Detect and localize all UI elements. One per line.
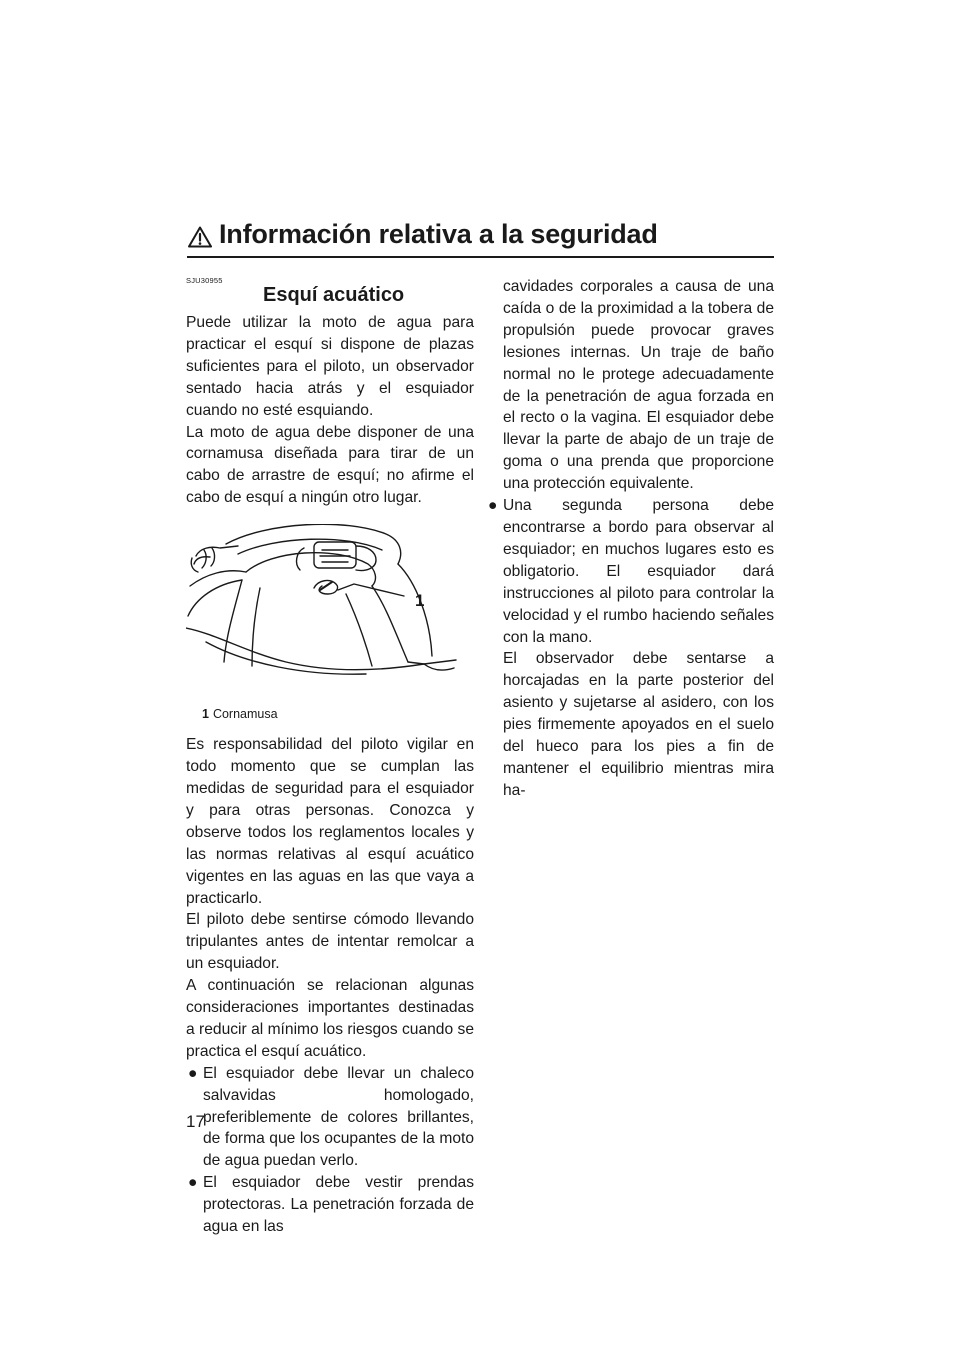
list-item-text: El esquiador debe llevar un chaleco salvavidas homologado, preferiblemente de colores brillantes, de forma que los ocupantes de la moto de agua puedan verlo. [203,1064,474,1170]
warning-triangle-icon [188,226,212,248]
caption-text: Cornamusa [212,707,278,722]
cornamusa-figure [186,524,474,702]
paragraph: cavidades corporales a causa de una caída o de la proximidad a la tobera de propulsión puede provocar graves lesiones internas. Un traje de baño normal no le protege adecuadamente de la penetración de agua forzada en el recto o la vagina. El esquiador debe llevar la parte de abajo de un traje de goma o una prenda que proporcione una protección equivalente. [503,278,774,493]
page-header [187,219,774,258]
safety-list [186,1063,474,1238]
bullet-icon: ● [188,1064,198,1082]
bullet-icon: ● [188,1174,198,1192]
right-column [486,276,774,802]
page-title: Información relativa a la seguridad [219,219,658,249]
paragraph: El observador debe sentarse a horcajadas en la parte posterior del asiento y sujetarse al asidero, con los pies firmemente apoyados en el suelo del hueco para los pies a fin de mantener el equilibrio mientras mira ha- [503,650,774,799]
paragraph: Puede utilizar la moto de agua para practicar el esquí si dispone de plazas suficientes para el piloto, un observador sentado hacia atrás y el esquiador cuando no esté esquiando. [186,314,474,419]
list-item [186,1063,474,1173]
list-item [486,495,774,648]
callout-number: 1 [415,591,425,611]
list-item-text: El esquiador debe vestir prendas protectoras. La penetración forzada de agua en las [203,1174,474,1236]
left-column [186,276,474,1238]
section-code: SJU30955 [186,276,223,285]
list-item-text: Una segunda persona debe encontrarse a bordo para observar al esquiador; en muchos lugares esto es obligatorio. El esquiador dará instrucciones al piloto para controlar la velocidad y el rumbo haciendo señales con la mano. [503,497,774,646]
paragraph: Es responsabilidad del piloto vigilar en todo momento que se cumplan las medidas de seguridad para el esquiador y para otras personas. Conozca y observe todos los reglamentos locales y las normas relativas al esquí acuático vigentes en las aguas en las que vaya a practicarlo. [186,736,474,907]
section-title: Esquí acuático [263,284,405,306]
list-item [186,1172,474,1238]
bullet-icon: ● [488,497,498,515]
page-number: 17 [186,1112,205,1131]
paragraph: El piloto debe sentirse cómodo llevando tripulantes antes de intentar remolcar a un esquiador. [186,911,474,973]
watercraft-illustration [186,524,474,702]
safety-list [486,495,774,648]
paragraph: La moto de agua debe disponer de una cornamusa diseñada para tirar de un cabo de arrastre de esquí; no afirme el cabo de esquí a ningún otro lugar. [186,423,474,507]
figure-caption [202,706,474,722]
caption-number: 1 [202,707,209,722]
paragraph: A continuación se relacionan algunas consideraciones importantes destinadas a reducir al mínimo los riesgos cuando se practica el esquí acuático. [186,977,474,1060]
